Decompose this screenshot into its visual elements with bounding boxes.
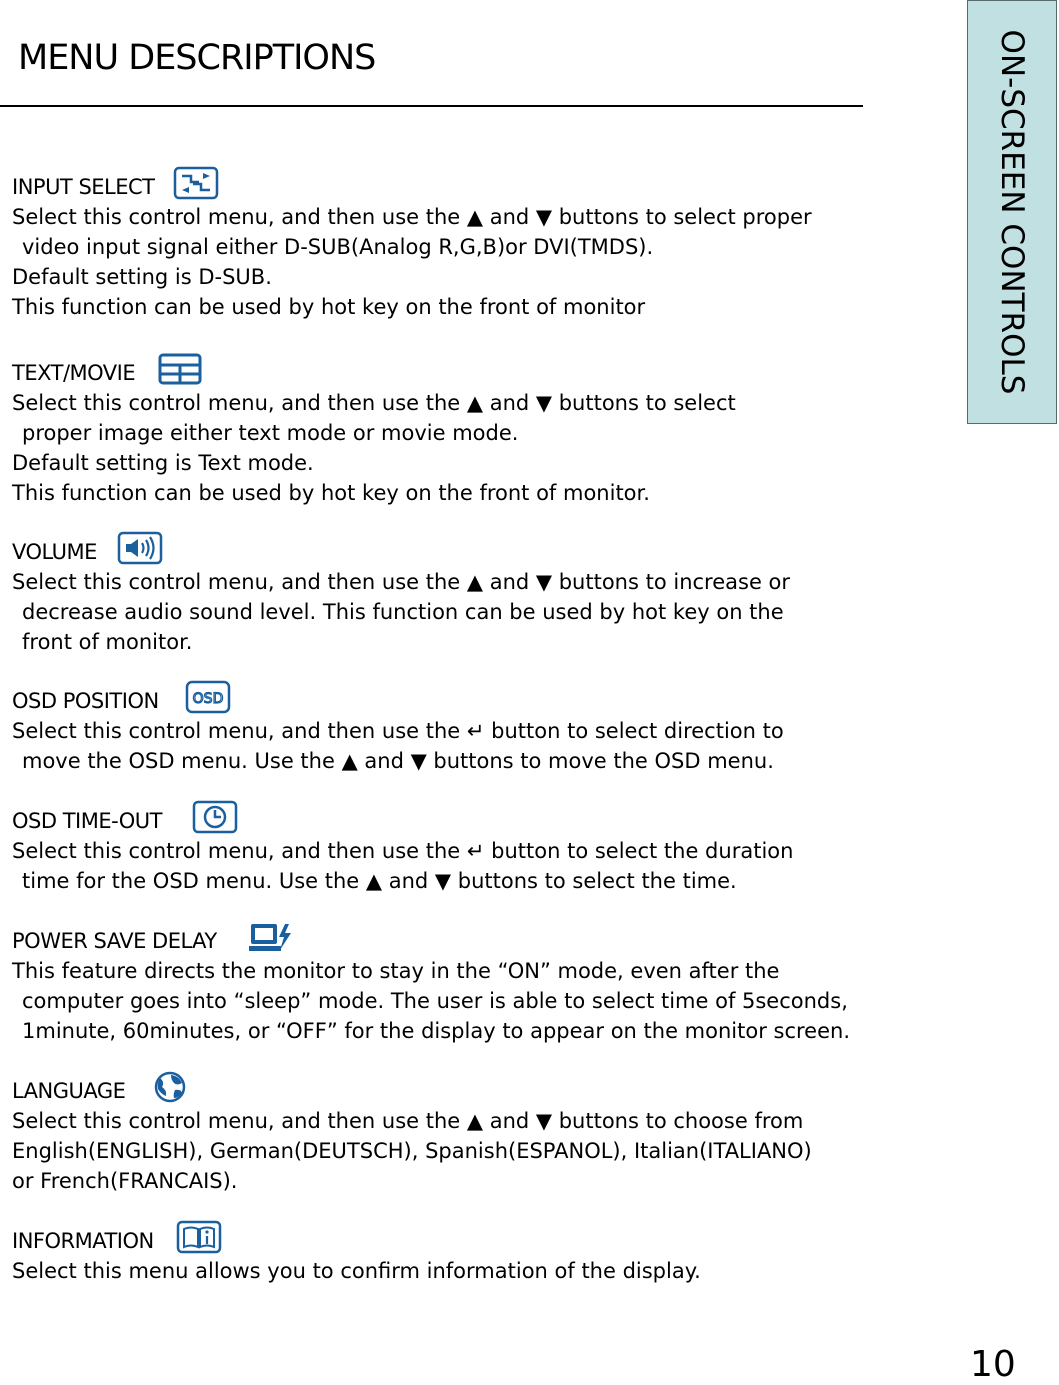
description-line: Select this control menu, and then use the ▲ and ▼ buttons to choose from bbox=[12, 1109, 804, 1133]
section-osd-position bbox=[12, 686, 952, 776]
osd-position-icon bbox=[185, 680, 231, 714]
information-book-icon bbox=[176, 1220, 222, 1254]
section-header bbox=[12, 686, 952, 716]
description-line: move the OSD menu. Use the ▲ and ▼ buttons to move the OSD menu. bbox=[22, 749, 774, 773]
description-line: computer goes into “sleep” mode. The user is able to select time of 5seconds, bbox=[22, 989, 848, 1013]
description-line: This function can be used by hot key on the front of monitor bbox=[12, 295, 646, 319]
osd-timeout-icon bbox=[192, 800, 238, 834]
description-line: Select this control menu, and then use the ▲ and ▼ buttons to select bbox=[12, 391, 736, 415]
description-line: Select this control menu, and then use the ↵ button to select the duration bbox=[12, 839, 794, 863]
section-header bbox=[12, 358, 952, 388]
description-line: Default setting is D-SUB. bbox=[12, 265, 272, 289]
page-number: 10 bbox=[970, 1344, 1016, 1385]
description-line: Select this control menu, and then use the ↵ button to select direction to bbox=[12, 719, 784, 743]
title-divider bbox=[0, 105, 863, 107]
description-line: This feature directs the monitor to stay in the “ON” mode, even after the bbox=[12, 959, 780, 983]
description-line: Select this menu allows you to confirm information of the display. bbox=[12, 1259, 701, 1283]
section-title: INFORMATION bbox=[12, 1229, 154, 1253]
section-title: INPUT SELECT bbox=[12, 175, 155, 199]
section-title: VOLUME bbox=[12, 540, 97, 564]
description-line: English(ENGLISH), German(DEUTSCH), Spanish(ESPANOL), Italian(ITALIANO) bbox=[12, 1139, 812, 1163]
description-line: time for the OSD menu. Use the ▲ and ▼ buttons to select the time. bbox=[22, 869, 737, 893]
description-line: 1minute, 60minutes, or “OFF” for the display to appear on the monitor screen. bbox=[22, 1019, 850, 1043]
section-header bbox=[12, 1226, 952, 1256]
description-line: decrease audio sound level. This function can be used by hot key on the bbox=[22, 600, 784, 624]
section-title: TEXT/MOVIE bbox=[12, 361, 136, 385]
section-header bbox=[12, 172, 952, 202]
description-line: This function can be used by hot key on the front of monitor. bbox=[12, 481, 650, 505]
section-information bbox=[12, 1226, 952, 1286]
description-line: Default setting is Text mode. bbox=[12, 451, 314, 475]
section-text-movie bbox=[12, 358, 952, 508]
side-tab-label: ON-SCREEN CONTROLS bbox=[994, 29, 1030, 395]
section-title: LANGUAGE bbox=[12, 1079, 126, 1103]
section-volume bbox=[12, 537, 952, 657]
page-title: MENU DESCRIPTIONS bbox=[18, 38, 376, 78]
description-line: video input signal either D-SUB(Analog R,G,B)or DVI(TMDS). bbox=[22, 235, 654, 259]
language-globe-icon bbox=[149, 1070, 191, 1104]
section-header bbox=[12, 1076, 952, 1106]
text-movie-icon bbox=[157, 352, 203, 386]
description-line: proper image either text mode or movie mode. bbox=[22, 421, 519, 445]
input-select-icon bbox=[173, 166, 219, 200]
section-header bbox=[12, 806, 952, 836]
section-osd-timeout bbox=[12, 806, 952, 896]
section-title: OSD POSITION bbox=[12, 689, 159, 713]
description-line: Select this control menu, and then use the ▲ and ▼ buttons to select proper bbox=[12, 205, 812, 229]
section-language bbox=[12, 1076, 952, 1196]
side-tab bbox=[967, 0, 1057, 424]
section-header bbox=[12, 537, 952, 567]
description-line: or French(FRANCAIS). bbox=[12, 1169, 238, 1193]
section-title: OSD TIME-OUT bbox=[12, 809, 163, 833]
power-save-delay-icon bbox=[247, 920, 293, 954]
description-line: front of monitor. bbox=[22, 630, 193, 654]
svg-text:OSD: OSD bbox=[192, 691, 224, 707]
section-title: POWER SAVE DELAY bbox=[12, 929, 217, 953]
volume-icon bbox=[117, 531, 163, 565]
section-power-save-delay bbox=[12, 926, 952, 1046]
section-input-select bbox=[12, 172, 952, 322]
description-line: Select this control menu, and then use the ▲ and ▼ buttons to increase or bbox=[12, 570, 791, 594]
section-header bbox=[12, 926, 952, 956]
